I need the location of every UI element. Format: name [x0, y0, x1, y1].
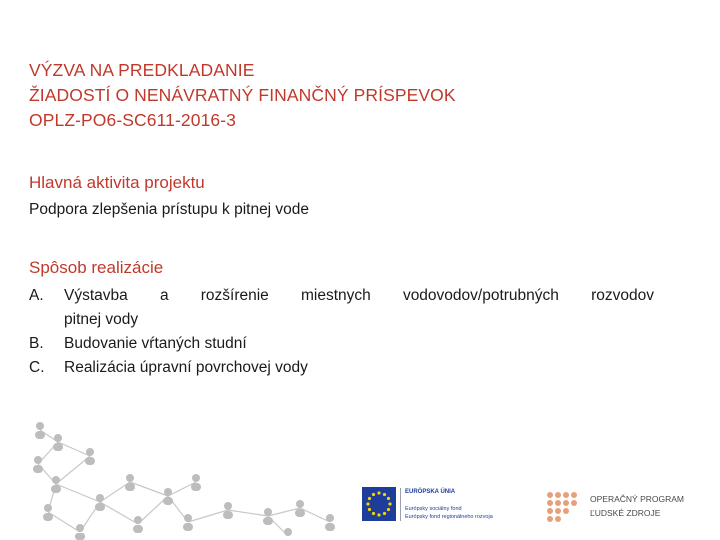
op-dots-icon	[545, 490, 579, 524]
list-marker: B.	[29, 335, 44, 352]
op-logo	[545, 490, 705, 526]
list-marker: A.	[29, 287, 44, 304]
list-item-text: Budovanie vŕtaných studní	[64, 335, 247, 352]
people-network-illustration	[18, 412, 348, 540]
op-logo-line-2: ĽUDSKÉ ZDROJE	[590, 508, 661, 518]
main-activity-heading: Hlavná aktivita projektu	[29, 173, 205, 192]
eu-logo-title: EURÓPSKA ÚNIA	[405, 489, 456, 495]
list-item	[29, 356, 659, 380]
list-item-text: Výstavba a rozšírenie miestnych vodovodov/potrubných rozvodov	[64, 287, 654, 304]
list-item-text: Realizácia úpravní povrchovej vody	[64, 359, 308, 376]
eu-logo	[358, 487, 504, 523]
list-item-text-continued: pitnej vody	[64, 311, 139, 328]
eu-logo-line-1: Európsky sociálny fond	[405, 506, 462, 512]
title-line-3: OPLZ-PO6-SC611-2016-3	[29, 110, 237, 130]
eu-flag-icon	[362, 487, 396, 521]
logo-divider	[400, 488, 401, 521]
title-line-1: VÝZVA NA PREDKLADANIE	[29, 60, 255, 80]
title-line-2: ŽIADOSTÍ O NENÁVRATNÝ FINANČNÝ PRÍSPEVOK	[29, 85, 456, 105]
implementation-list	[29, 284, 659, 380]
list-item	[29, 332, 659, 356]
op-logo-line-1: OPERAČNÝ PROGRAM	[590, 494, 684, 504]
list-item	[29, 284, 659, 332]
eu-logo-line-2: Európsky fond regionálneho rozvoja	[405, 514, 493, 520]
implementation-heading: Spôsob realizácie	[29, 258, 164, 277]
slide-title	[29, 58, 456, 133]
main-activity-text: Podpora zlepšenia prístupu k pitnej vode	[29, 201, 310, 218]
list-marker: C.	[29, 359, 45, 376]
